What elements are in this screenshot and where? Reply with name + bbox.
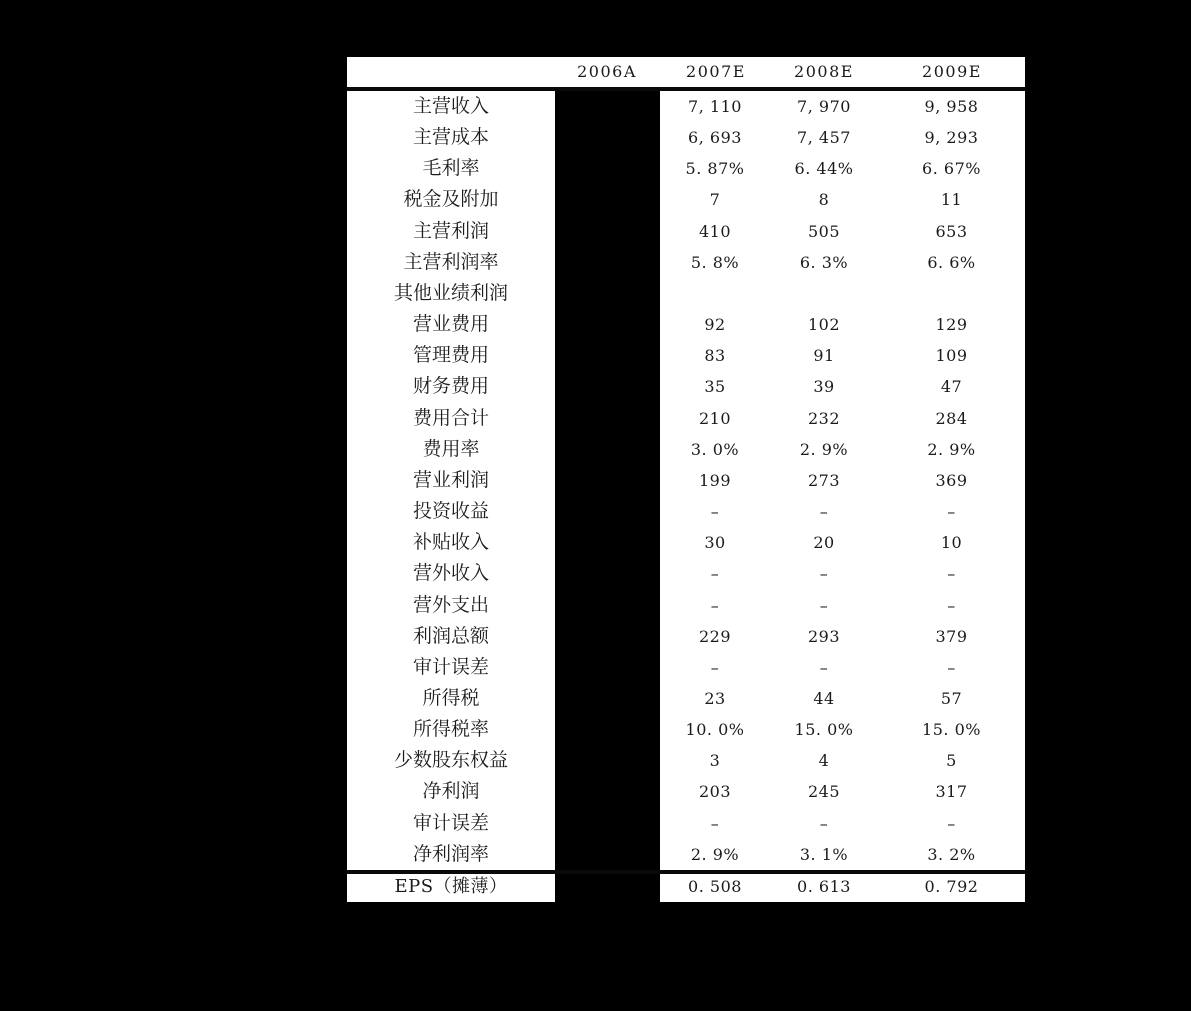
cell-value: 39 — [813, 377, 835, 397]
cell-value: – — [947, 657, 956, 677]
row-label: 所得税率 — [412, 718, 489, 741]
row-label: 主营收入 — [412, 95, 489, 117]
table-row — [660, 403, 1025, 434]
row-label: 营业费用 — [412, 313, 489, 336]
row-label: 所得税 — [422, 686, 480, 709]
cell-value: 203 — [698, 782, 732, 802]
row-label: 主营利润率 — [403, 250, 499, 273]
cell-value: 3. 2% — [927, 844, 976, 864]
row-label: 营业利润 — [412, 468, 489, 491]
cell-value: 10 — [940, 533, 963, 553]
table-row — [660, 621, 1025, 652]
row-label: 净利润率 — [412, 842, 489, 865]
row-label: 补贴收入 — [412, 531, 489, 554]
cell-value: 20 — [813, 533, 835, 553]
table-row — [660, 184, 1025, 215]
cell-value: 6. 3% — [799, 252, 849, 272]
cell-value — [878, 278, 1025, 309]
table-row — [660, 714, 1025, 745]
cell-value: 7 — [709, 190, 721, 210]
cell-value: – — [819, 502, 829, 522]
cell-value: 210 — [698, 408, 732, 428]
column-header-2009e: 2009E — [922, 62, 982, 81]
cell-value: 199 — [698, 470, 732, 490]
cell-value: 379 — [935, 626, 968, 646]
table-row — [660, 776, 1025, 807]
table-row — [660, 745, 1025, 776]
cell-value: – — [819, 657, 829, 677]
cell-value: 293 — [807, 626, 841, 646]
table-row — [660, 216, 1025, 247]
table-row — [660, 839, 1025, 870]
cell-value: 15. 0% — [794, 720, 854, 740]
financial-forecast-table — [347, 57, 1025, 904]
row-label: 费用率 — [422, 437, 480, 460]
cell-value: – — [947, 502, 956, 522]
data-columns-area — [660, 91, 1025, 902]
cell-value: 102 — [807, 315, 841, 335]
table-row — [660, 434, 1025, 465]
table-row — [660, 122, 1025, 153]
table-header-row — [347, 57, 1025, 87]
table-row — [660, 683, 1025, 714]
cell-value: 15. 0% — [922, 720, 981, 740]
cell-value: 284 — [935, 408, 968, 428]
cell-value: – — [710, 564, 720, 584]
cell-value — [660, 278, 770, 309]
table-row — [660, 340, 1025, 371]
table-row — [660, 153, 1025, 184]
table-row — [660, 652, 1025, 683]
cell-value: – — [819, 813, 829, 833]
cell-value: 6, 693 — [688, 128, 742, 148]
row-label: 少数股东权益 — [393, 749, 508, 772]
cell-value: – — [819, 595, 829, 615]
table-row — [660, 465, 1025, 496]
table-row — [660, 309, 1025, 340]
cell-value: 11 — [940, 190, 963, 210]
cell-value: 7, 110 — [688, 97, 742, 116]
cell-value: 10. 0% — [685, 720, 745, 740]
cell-value: 410 — [698, 221, 732, 241]
cell-value: 8 — [818, 190, 830, 210]
cell-value: 5. 8% — [690, 252, 740, 272]
cell-value: 2. 9% — [799, 439, 849, 459]
cell-value: – — [819, 564, 829, 584]
cell-value: – — [710, 595, 720, 615]
cell-value: 92 — [704, 315, 726, 335]
cell-value: 6. 6% — [927, 252, 976, 272]
cell-value: – — [710, 813, 720, 833]
cell-value — [770, 278, 878, 309]
cell-value: 3. 1% — [799, 844, 849, 864]
row-label: 主营成本 — [412, 126, 489, 149]
cell-value: 109 — [935, 346, 968, 366]
row-label: 管理费用 — [412, 344, 489, 367]
cell-value: 2. 9% — [690, 844, 740, 864]
cell-value: 9, 293 — [924, 128, 979, 148]
row-label: 毛利率 — [422, 157, 480, 180]
table-row — [660, 808, 1025, 839]
cell-value: 4 — [818, 751, 830, 771]
table-row — [660, 371, 1025, 402]
cell-value: 229 — [698, 626, 732, 646]
cell-value: 23 — [704, 688, 726, 708]
cell-value: 245 — [807, 782, 841, 802]
cell-value: – — [710, 657, 720, 677]
cell-value: 273 — [807, 470, 841, 490]
cell-value: 7, 970 — [797, 97, 851, 116]
cell-value: 91 — [813, 346, 835, 366]
cell-value: 3 — [709, 751, 721, 771]
row-label: 营外支出 — [412, 593, 489, 616]
cell-value: 7, 457 — [797, 128, 851, 148]
eps-row-label: EPS（摊薄） — [394, 876, 508, 898]
row-label: 税金及附加 — [403, 188, 499, 211]
row-label: 财务费用 — [412, 375, 489, 398]
row-label-column — [347, 91, 555, 902]
cell-value: 30 — [704, 533, 726, 553]
cell-value: 9, 958 — [924, 97, 979, 116]
row-label: 投资收益 — [412, 500, 489, 523]
eps-cell-value: 0. 508 — [688, 877, 742, 897]
cell-value: 3. 0% — [690, 439, 740, 459]
cell-value: 653 — [935, 221, 968, 241]
cell-value: 317 — [935, 782, 968, 802]
cell-value: – — [947, 813, 956, 833]
eps-table-row — [660, 873, 1025, 902]
table-row — [660, 527, 1025, 558]
cell-value: – — [947, 595, 956, 615]
row-label: 审计误差 — [412, 811, 489, 834]
cell-value: 44 — [813, 688, 835, 708]
cell-value: 232 — [807, 408, 841, 428]
row-label: 主营利润 — [412, 219, 489, 242]
row-label: 审计误差 — [412, 655, 489, 678]
column-header-2007e: 2007E — [686, 62, 746, 81]
cell-value: 369 — [935, 470, 968, 490]
row-label: 营外收入 — [412, 562, 489, 585]
cell-value: – — [947, 564, 956, 584]
cell-value: 2. 9% — [927, 439, 976, 459]
table-row — [660, 91, 1025, 122]
row-label: 利润总额 — [412, 624, 489, 647]
cell-value: 129 — [935, 315, 968, 335]
column-header-2008e: 2008E — [794, 62, 854, 81]
cell-value: 57 — [940, 688, 963, 708]
row-label: 净利润 — [422, 780, 480, 803]
footer-divider-line — [347, 870, 1025, 874]
cell-value: 83 — [704, 346, 726, 366]
cell-value: – — [710, 502, 720, 522]
table-row — [660, 496, 1025, 527]
table-row — [660, 247, 1025, 278]
row-label: 费用合计 — [412, 406, 489, 429]
cell-value: 35 — [704, 377, 726, 397]
eps-cell-value: 0. 613 — [797, 877, 851, 897]
cell-value: 5. 87% — [685, 159, 745, 179]
row-label: 其他业绩利润 — [393, 281, 508, 304]
table-row — [660, 278, 1025, 309]
cell-value: 6. 67% — [922, 159, 981, 179]
table-row — [660, 558, 1025, 589]
cell-value: 6. 44% — [794, 159, 854, 179]
cell-value: 505 — [807, 221, 841, 241]
column-header-2006a: 2006A — [577, 62, 637, 81]
eps-cell-value: 0. 792 — [924, 877, 979, 897]
cell-value: 5 — [946, 751, 957, 771]
table-row — [660, 590, 1025, 621]
cell-value: 47 — [940, 377, 963, 397]
